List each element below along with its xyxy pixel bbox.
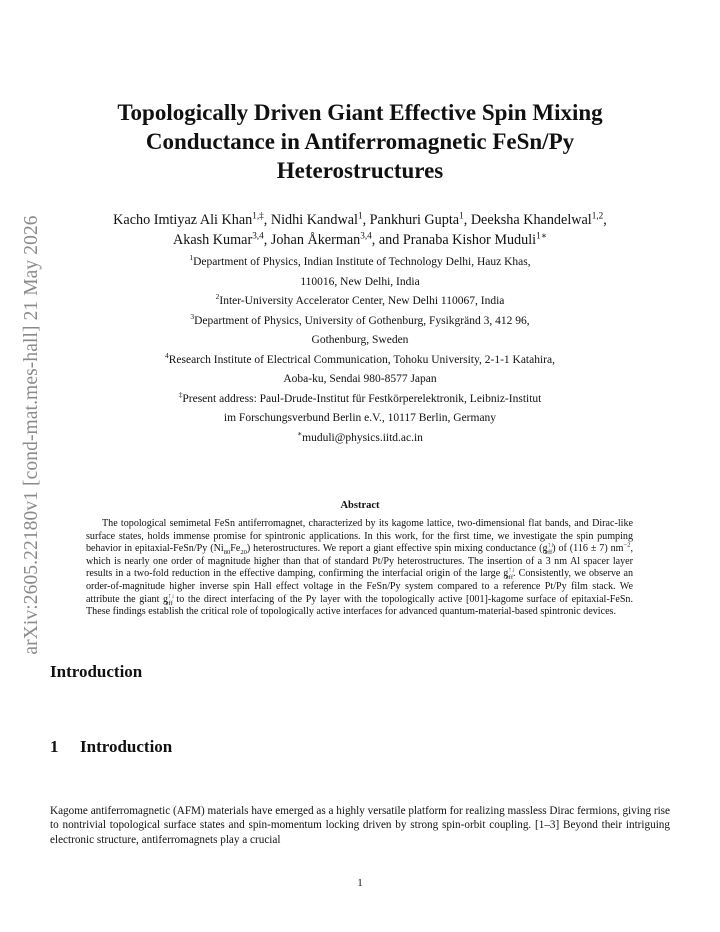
affiliation-continued: im Forschungsverbund Berlin e.V., 10117 Berlin, Germany xyxy=(223,412,497,424)
section-title: Introduction xyxy=(80,737,173,756)
affiliation-continued: Gothenburg, Sweden xyxy=(311,334,409,346)
arxiv-sidebar-stamp xyxy=(14,200,50,670)
corresponding-email: ∗muduli@physics.iitd.ac.in xyxy=(297,428,423,444)
affiliation: $^2$Inter-University Accelerator Center, New Delhi 110067, India xyxy=(215,292,505,307)
section-heading-unnumbered: Introduction xyxy=(50,662,143,681)
author: Akash Kumar$^{3,4}$, xyxy=(172,230,271,248)
section-heading xyxy=(50,737,172,757)
affiliation-continued: Aoba-ku, Sendai 980-8577 Japan xyxy=(283,373,437,385)
author: Pranaba Kishor Muduli$^{1∗}$ xyxy=(402,230,548,248)
g-eff-symbol: $g^{↑↓}_{eff}$ xyxy=(503,567,515,582)
author-list xyxy=(50,210,670,250)
author: Kacho Imtiyaz Ali Khan$^{1,\ddagger}$, xyxy=(113,210,271,228)
author: Pankhuri Gupta$^1$, xyxy=(369,210,471,228)
affiliation: ‡Present address: Paul-Drude-Institut für Festkörperelektronik, Leibniz-Institut xyxy=(178,389,542,405)
arxiv-identifier: arXiv:2605.22180v1 [cond-mat.mes-hall] 21 May 2026 xyxy=(21,215,42,655)
page-number: 1 xyxy=(357,877,363,889)
paper-title: Topologically Driven Giant Effective Spin Mixing Conductance in Antiferromagnetic FeSn/Py Heterostructures xyxy=(117,100,603,183)
affiliation: $^1$Department of Physics, Indian Institute of Technology Delhi, Hauz Khas, xyxy=(189,253,531,268)
body-paragraph: Kagome antiferromagnetic (AFM) materials have emerged as a highly versatile platform for realizing massless Dirac fermions, giving rise to nontrivial topological surface states and spin-momentum locking driven by strong spin-orbit coupling. [1–3] Beyond their intriguing electronic structure, antiferromagnets play a crucial xyxy=(50,805,670,846)
g-eff-symbol: $g^{↑↓}_{eff}$ xyxy=(542,541,555,557)
abstract-heading: Abstract xyxy=(340,500,380,511)
section-number: 1 xyxy=(50,737,59,756)
g-eff-symbol: $g^{↑↓}_{eff}$ xyxy=(163,592,175,607)
author: Nidhi Kandwal$^1$, xyxy=(270,210,370,228)
author: Deeksha Khandelwal$^{1,2}$, xyxy=(470,210,607,228)
affiliation-list xyxy=(60,253,660,448)
affiliation-continued: 110016, New Delhi, India xyxy=(300,275,420,288)
affiliation: $^3$Department of Physics, University of Gothenburg, Fysikgränd 3, 412 96, xyxy=(190,311,530,327)
author: Johan Åkerman$^{3,4}$, and xyxy=(270,230,403,248)
affiliation: $^4$Research Institute of Electrical Communication, Tohoku University, 2-1-1 Katahira, xyxy=(165,350,555,366)
abstract-text: The topological semimetal FeSn antiferromagnet, characterized by its kagome lattice, two-dimensional flat bands, and Dirac-like surface states, holds immense promise for spintronic applications. In this work, for the first time, we investigate the spin pumping behavior in epitaxial-FeSn/Py $(Ni_{80}Fe_{20})$ heterostructures. We report a giant effective spin mixing conductance $(g^{↑↓}_{eff})$ of (116 ± 7) $nm^{-2}$, which is nearly one order of magnitude higher than that of standard Pt/Py heterostructures. The insertion of a 3 nm Al spacer layer results in a two-fold reduction in the effective damping, confirming the interfacial origin of the large $g^{↑↓}_{eff}$. Consistently, we observe an order-of-magnitude higher inverse spin Hall effect voltage in the FeSn/Py system compared to a reference Pt/Py film stack. We attribute the giant $g^{↑↓}_{eff}$ to the direct interfacing of the Py layer with the topologically active [001]-kagome surface of epitaxial-FeSn. These findings establish the critical role of topologically active interfaces for advanced quantum-material-based spintronic devices. xyxy=(86,518,633,618)
